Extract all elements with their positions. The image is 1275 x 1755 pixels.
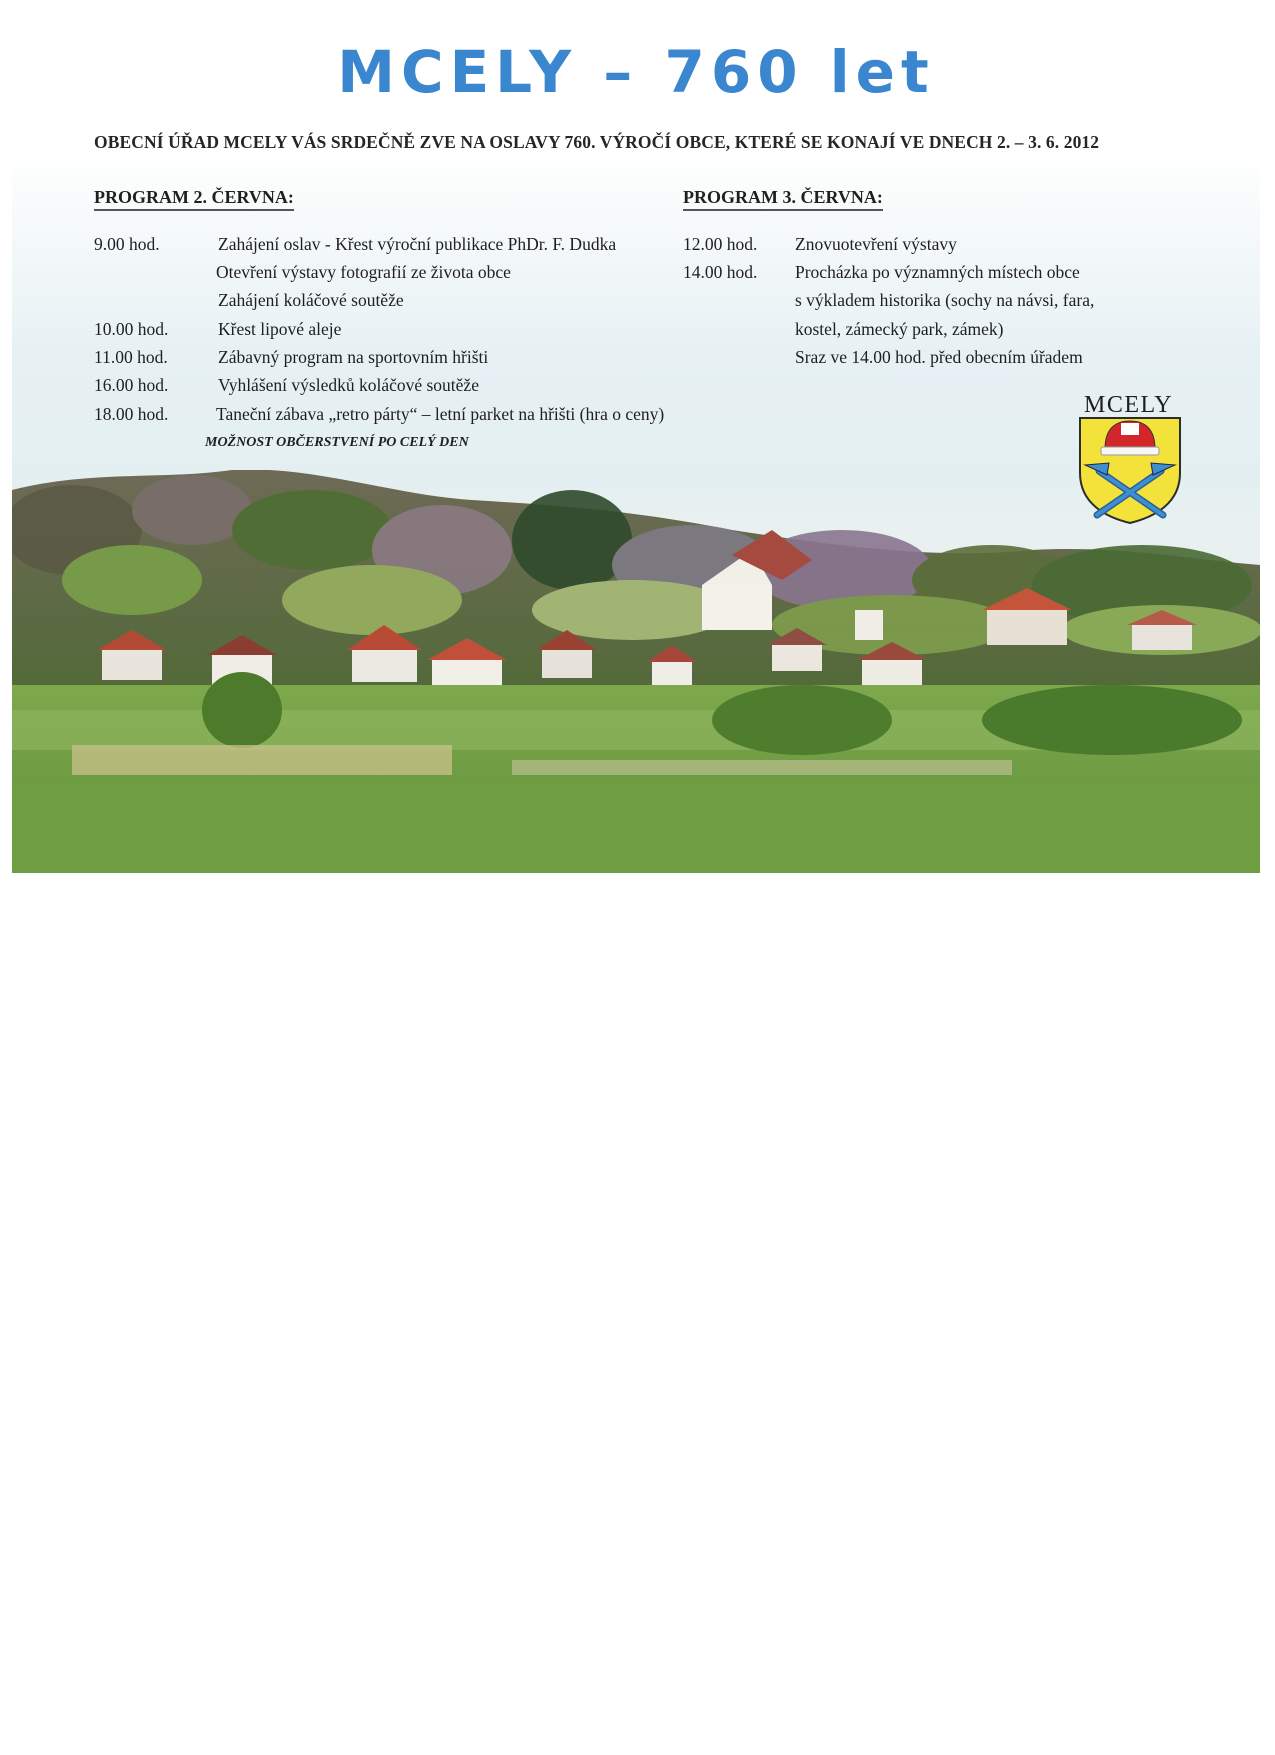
program-text: Zahájení oslav - Křest výroční publikace PhDr. F. Dudka	[218, 234, 617, 254]
village-landscape-photo	[12, 470, 1260, 873]
program-text: s výkladem historika (sochy na návsi, fara,	[795, 290, 1095, 310]
refreshment-note: MOŽNOST OBČERSTVENÍ PO CELÝ DEN	[205, 435, 469, 450]
program-text: Procházka po významných místech obce	[795, 262, 1080, 282]
program-text: Zahájení koláčové soutěže	[218, 290, 404, 310]
page-title: MCELY – 760 let	[337, 38, 935, 106]
program-text: Vyhlášení výsledků koláčové soutěže	[218, 375, 479, 395]
program-text: Sraz ve 14.00 hod. před obecním úřadem	[795, 347, 1083, 367]
program-text: Taneční zábava „retro párty“ – letní parket na hřišti (hra o ceny)	[216, 404, 665, 424]
program-text: kostel, zámecký park, zámek)	[795, 319, 1004, 339]
program-time: 9.00 hod.	[94, 234, 160, 254]
program-time: 12.00 hod.	[683, 234, 758, 254]
program-text: Znovuotevření výstavy	[795, 234, 957, 254]
program-time: 16.00 hod.	[94, 375, 169, 395]
program-text: Otevření výstavy fotografií ze života obce	[216, 262, 511, 282]
invitation-poster	[12, 0, 1260, 873]
crest-label: MCELY	[1084, 392, 1174, 418]
program-time: 11.00 hod.	[94, 347, 168, 367]
program-time: 14.00 hod.	[683, 262, 758, 282]
program-time: 18.00 hod.	[94, 404, 169, 424]
program-text: Zábavný program na sportovním hřišti	[218, 347, 489, 367]
program-day1-heading: PROGRAM 2. ČERVNA:	[94, 187, 294, 211]
program-day2-heading: PROGRAM 3. ČERVNA:	[683, 187, 883, 211]
invitation-subtitle: OBECNÍ ÚŘAD MCELY VÁS SRDEČNĚ ZVE NA OSLAVY 760. VÝROČÍ OBCE, KTERÉ SE KONAJÍ VE DNECH 2. – 3. 6. 2012	[94, 132, 1100, 152]
program-time: 10.00 hod.	[94, 319, 169, 339]
program-text: Křest lipové aleje	[218, 319, 342, 339]
